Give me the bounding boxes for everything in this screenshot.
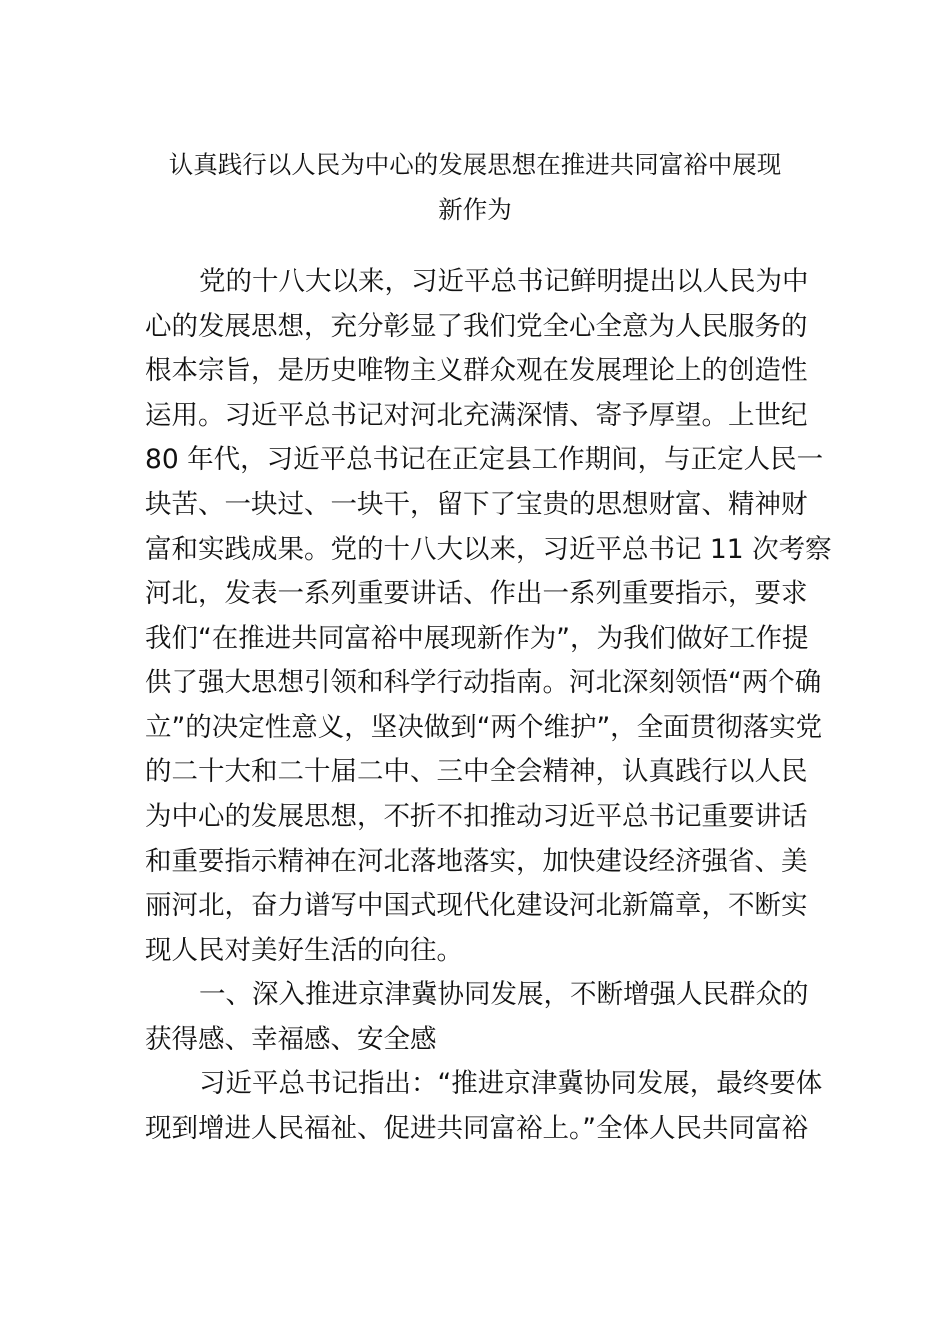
paragraph-line: 立”的决定性意义，坚决做到“两个维护”，全面贯彻落实党 xyxy=(145,712,823,743)
paragraph-line: 我们“在推进共同富裕中展现新作为”，为我们做好工作提 xyxy=(145,623,809,654)
paragraph-line: 根本宗旨，是历史唯物主义群众观在发展理论上的创造性 xyxy=(145,355,808,386)
paragraph-line: 习近平总书记指出：“推进京津冀协同发展，最终要体 xyxy=(199,1068,823,1099)
paragraph-line: 心的发展思想，充分彰显了我们党全心全意为人民服务的 xyxy=(145,311,808,342)
paragraph-line: 党的十八大以来，习近平总书记鲜明提出以人民为中 xyxy=(199,266,809,297)
paragraph-line: 供了强大思想引领和科学行动指南。河北深刻领悟“两个确 xyxy=(145,667,822,698)
paragraph-line: 现人民对美好生活的向往。 xyxy=(145,935,463,966)
paragraph-line: 运用。习近平总书记对河北充满深情、寄予厚望。上世纪 xyxy=(145,400,808,431)
section-heading-line: 一、深入推进京津冀协同发展，不断增强人民群众的 xyxy=(199,979,809,1010)
paragraph-line: 的二十大和二十届二中、三中全会精神，认真践行以人民 xyxy=(145,756,808,787)
paragraph-line: 块苦、一块过、一块干，留下了宝贵的思想财富、精神财 xyxy=(145,489,808,520)
document-title-line-1: 认真践行以人民为中心的发展思想在推进共同富裕中展现 xyxy=(168,150,782,179)
paragraph-line: 和重要指示精神在河北落地落实，加快建设经济强省、美 xyxy=(145,846,808,877)
paragraph-line: 河北，发表一系列重要讲话、作出一系列重要指示，要求 xyxy=(145,578,808,609)
paragraph-line: 富和实践成果。党的十八大以来，习近平总书记 11 次考察 xyxy=(145,534,832,565)
paragraph-line: 丽河北，奋力谱写中国式现代化建设河北新篇章，不断实 xyxy=(145,890,808,921)
paragraph-line: 现到增进人民福祉、促进共同富裕上。”全体人民共同富裕 xyxy=(145,1113,808,1144)
paragraph-line: 80 年代，习近平总书记在正定县工作期间，与正定人民一 xyxy=(145,444,824,475)
paragraph-line: 为中心的发展思想，不折不扣推动习近平总书记重要讲话 xyxy=(145,801,808,832)
section-heading-line: 获得感、幸福感、安全感 xyxy=(145,1024,437,1055)
document-title-line-2: 新作为 xyxy=(438,195,512,224)
